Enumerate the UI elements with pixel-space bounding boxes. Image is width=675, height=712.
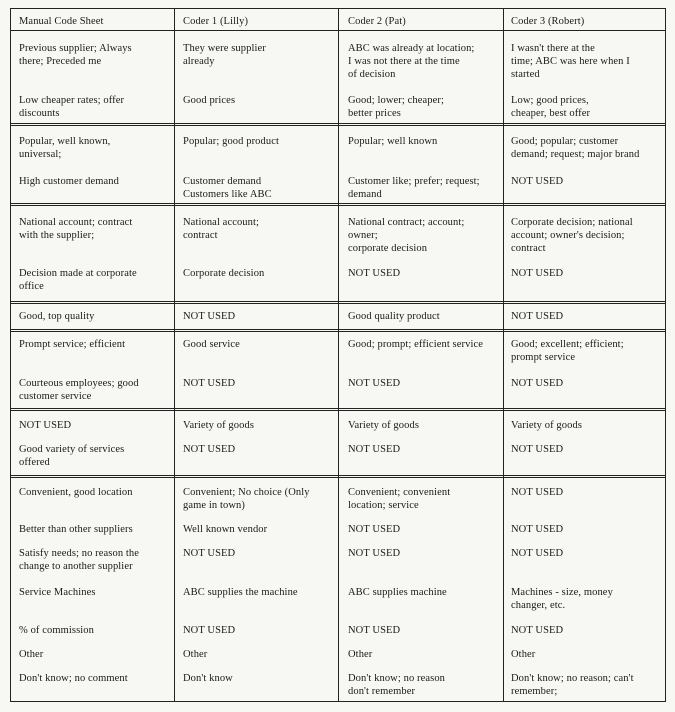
cell-coder-2: Popular; well known xyxy=(348,136,438,147)
cell-coder-3: NOT USED xyxy=(511,444,564,455)
cell-coder-1: NOT USED xyxy=(183,548,236,559)
group-divider xyxy=(11,301,665,304)
cell-manual: Better than other suppliers xyxy=(19,524,133,535)
cell-coder-1: Good service xyxy=(183,339,240,350)
cell-coder-2: NOT USED xyxy=(348,378,401,389)
cell-coder-2: ABC was already at location; I was not there at the time of decision xyxy=(348,43,475,80)
header-manual-code-sheet: Manual Code Sheet xyxy=(19,16,104,27)
header-coder-1: Coder 1 (Lilly) xyxy=(183,16,249,27)
cell-coder-3: Good; popular; customer demand; request; major brand xyxy=(511,136,640,160)
cell-coder-2: NOT USED xyxy=(348,524,401,535)
cell-coder-3: NOT USED xyxy=(511,524,564,535)
group-divider xyxy=(11,475,665,478)
cell-coder-2: Customer like; prefer; request; demand xyxy=(348,176,480,200)
cell-coder-1: Variety of goods xyxy=(183,420,255,431)
cell-coder-2: Good quality product xyxy=(348,311,440,322)
cell-coder-2: NOT USED xyxy=(348,548,401,559)
cell-coder-3: NOT USED xyxy=(511,625,564,636)
cell-coder-2: Convenient; convenient location; service xyxy=(348,487,451,511)
cell-manual: NOT USED xyxy=(19,420,72,431)
cell-coder-1: Well known vendor xyxy=(183,524,268,535)
cell-coder-1: NOT USED xyxy=(183,444,236,455)
cell-coder-3: Machines - size, money changer, etc. xyxy=(511,587,613,611)
cell-coder-1: They were supplier already xyxy=(183,43,266,67)
cell-coder-2: Good; lower; cheaper; better prices xyxy=(348,95,444,119)
cell-manual: Courteous employees; good customer service xyxy=(19,378,139,402)
cell-coder-1: National account; contract xyxy=(183,217,260,241)
cell-manual: Service Machines xyxy=(19,587,96,598)
cell-coder-2: NOT USED xyxy=(348,444,401,455)
cell-manual: Previous supplier; Always there; Preceded me xyxy=(19,43,132,67)
group-divider xyxy=(11,203,665,206)
cell-coder-1: Customer demand Customers like ABC xyxy=(183,176,272,200)
cell-coder-1: Don't know xyxy=(183,673,233,684)
group-divider xyxy=(11,329,665,332)
cell-coder-2: NOT USED xyxy=(348,625,401,636)
cell-coder-3: NOT USED xyxy=(511,548,564,559)
cell-coder-1: ABC supplies the machine xyxy=(183,587,298,598)
cell-coder-2: Other xyxy=(348,649,373,660)
cell-manual: Popular, well known, universal; xyxy=(19,136,111,160)
cell-coder-3: I wasn't there at the time; ABC was here when I started xyxy=(511,43,630,80)
group-divider xyxy=(11,408,665,411)
cell-coder-2: ABC supplies machine xyxy=(348,587,447,598)
cell-coder-3: Variety of goods xyxy=(511,420,583,431)
cell-coder-2: Variety of goods xyxy=(348,420,420,431)
header-coder-3: Coder 3 (Robert) xyxy=(511,16,585,27)
cell-manual: High customer demand xyxy=(19,176,119,187)
header-divider xyxy=(11,30,665,31)
column-divider xyxy=(174,9,175,701)
cell-coder-3: Don't know; no reason; can't remember; xyxy=(511,673,634,697)
cell-coder-1: NOT USED xyxy=(183,625,236,636)
cell-manual: Satisfy needs; no reason the change to another supplier xyxy=(19,548,140,572)
cell-manual: Good, top quality xyxy=(19,311,95,322)
cell-manual: Don't know; no comment xyxy=(19,673,128,684)
cell-manual: National account; contract with the supplier; xyxy=(19,217,133,241)
cell-coder-2: Good; prompt; efficient service xyxy=(348,339,483,350)
header-coder-2: Coder 2 (Pat) xyxy=(348,16,406,27)
column-divider xyxy=(338,9,339,701)
cell-coder-2: National contract; account; owner; corporate decision xyxy=(348,217,465,254)
cell-coder-1: Good prices xyxy=(183,95,236,106)
cell-manual: Decision made at corporate office xyxy=(19,268,137,292)
cell-coder-3: NOT USED xyxy=(511,268,564,279)
cell-coder-3: NOT USED xyxy=(511,176,564,187)
column-divider xyxy=(503,9,504,701)
cell-coder-1: Other xyxy=(183,649,208,660)
cell-coder-2: NOT USED xyxy=(348,268,401,279)
cell-coder-1: NOT USED xyxy=(183,311,236,322)
cell-coder-3: Corporate decision; national account; owner's decision; contract xyxy=(511,217,633,254)
cell-coder-1: NOT USED xyxy=(183,378,236,389)
cell-manual: Low cheaper rates; offer discounts xyxy=(19,95,125,119)
group-divider xyxy=(11,123,665,126)
cell-coder-3: NOT USED xyxy=(511,378,564,389)
code-sheet-table xyxy=(10,8,666,702)
cell-manual: Good variety of services offered xyxy=(19,444,125,468)
cell-coder-3: Good; excellent; efficient; prompt service xyxy=(511,339,624,363)
cell-coder-1: Corporate decision xyxy=(183,268,265,279)
cell-coder-2: Don't know; no reason don't remember xyxy=(348,673,446,697)
cell-coder-3: Low; good prices, cheaper, best offer xyxy=(511,95,591,119)
cell-coder-1: Popular; good product xyxy=(183,136,280,147)
cell-manual: % of commission xyxy=(19,625,94,636)
cell-coder-1: Convenient; No choice (Only game in town) xyxy=(183,487,310,511)
cell-manual: Prompt service; efficient xyxy=(19,339,126,350)
cell-coder-3: NOT USED xyxy=(511,311,564,322)
cell-manual: Convenient, good location xyxy=(19,487,133,498)
cell-coder-3: NOT USED xyxy=(511,487,564,498)
cell-manual: Other xyxy=(19,649,44,660)
cell-coder-3: Other xyxy=(511,649,536,660)
